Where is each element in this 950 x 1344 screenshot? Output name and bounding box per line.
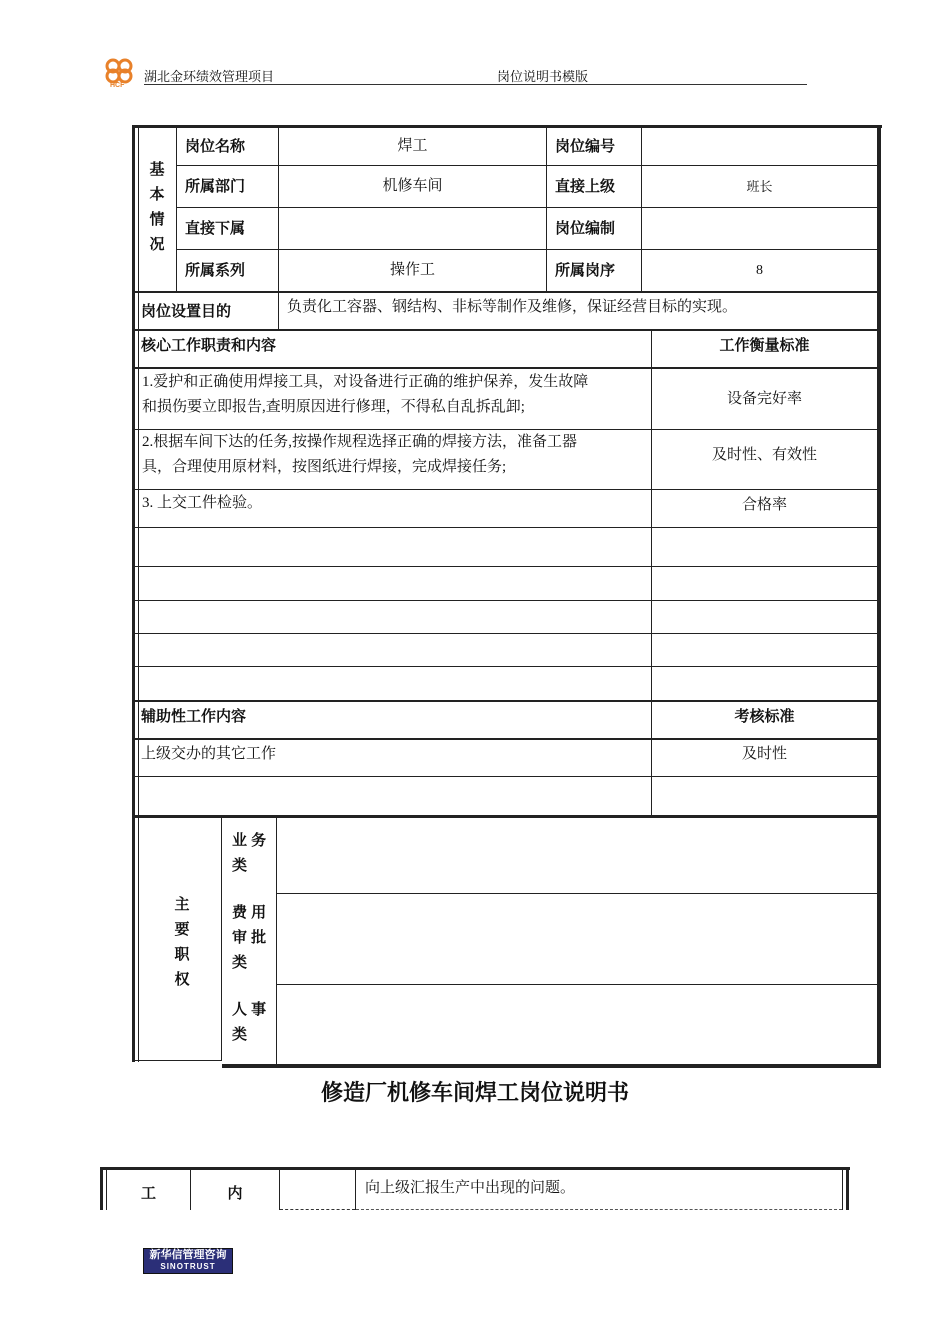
authority-section-label: 主 要 职 权	[174, 896, 190, 988]
value-job-title: 焊工	[397, 138, 428, 154]
value-series: 操作工	[389, 262, 435, 278]
label-job-code: 岗位编号	[555, 138, 616, 155]
bottom-col1: 工	[140, 1184, 156, 1202]
core-standard-3: 合格率	[741, 496, 787, 513]
authority-expense-label: 费 用 审 批 类	[232, 904, 267, 971]
bottom-text: 向上级汇报生产中出现的问题。	[365, 1180, 576, 1196]
main-title: 修造厂机修车间焊工岗位说明书	[320, 1080, 629, 1105]
value-job-rank: 8	[756, 263, 763, 278]
value-job-code	[642, 128, 877, 165]
label-series: 所属系列	[185, 262, 246, 279]
core-header-right: 工作衡量标准	[719, 336, 810, 354]
basic-section-label: 基 本 情 况	[149, 161, 165, 253]
label-headcount: 岗位编制	[555, 220, 616, 237]
value-department: 机修车间	[382, 178, 443, 194]
logo-text: HCF	[110, 82, 125, 89]
aux-task-1: 上级交办的其它工作	[141, 745, 277, 762]
core-standard-2: 及时性、有效性	[711, 446, 817, 463]
header-rule	[144, 84, 807, 85]
header-company: 湖北金环绩效管理项目	[144, 69, 275, 84]
label-direct-supervisor: 直接上级	[555, 178, 616, 195]
aux-standard-1: 及时性	[741, 745, 787, 762]
value-purpose: 负责化工容器、钢结构、非标等制作及维修，保证经营目标的实现。	[287, 298, 738, 315]
bottom-col2: 内	[227, 1184, 243, 1202]
aux-header-right: 考核标准	[734, 707, 795, 725]
header-doc-title: 岗位说明书模版	[497, 69, 589, 84]
value-direct-supervisor: 班长	[746, 179, 773, 194]
aux-header-left: 辅助性工作内容	[141, 707, 247, 725]
label-subordinates: 直接下属	[185, 220, 246, 237]
core-standard-1: 设备完好率	[726, 391, 802, 407]
core-duty-2: 2.根据车间下达的任务,按操作规程选择正确的焊接方法，准备工器 具，合理使用原材料，按图纸进行焊接，完成焊接任务;	[142, 434, 578, 475]
value-subordinates	[279, 208, 546, 249]
core-duty-3: 3. 上交工件检验。	[142, 495, 263, 511]
core-duty-1: 1.爱护和正确使用焊接工具，对设备进行正确的维护保养，发生故障 和损伤要立即报告,查明原因进行修理，不得私自乱拆乱卸;	[142, 374, 589, 415]
label-purpose: 岗位设置目的	[141, 302, 232, 320]
authority-personnel-label: 人 事 类	[232, 1001, 267, 1043]
sinotrust-logo: 新华信管理咨询 SINOTRUST	[143, 1248, 233, 1274]
authority-business-label: 业 务 类	[232, 832, 267, 874]
value-headcount	[642, 208, 877, 249]
label-job-rank: 所属岗序	[555, 262, 616, 279]
label-department: 所属部门	[185, 178, 246, 195]
label-job-title: 岗位名称	[185, 138, 246, 155]
core-header-left: 核心工作职责和内容	[141, 336, 277, 354]
